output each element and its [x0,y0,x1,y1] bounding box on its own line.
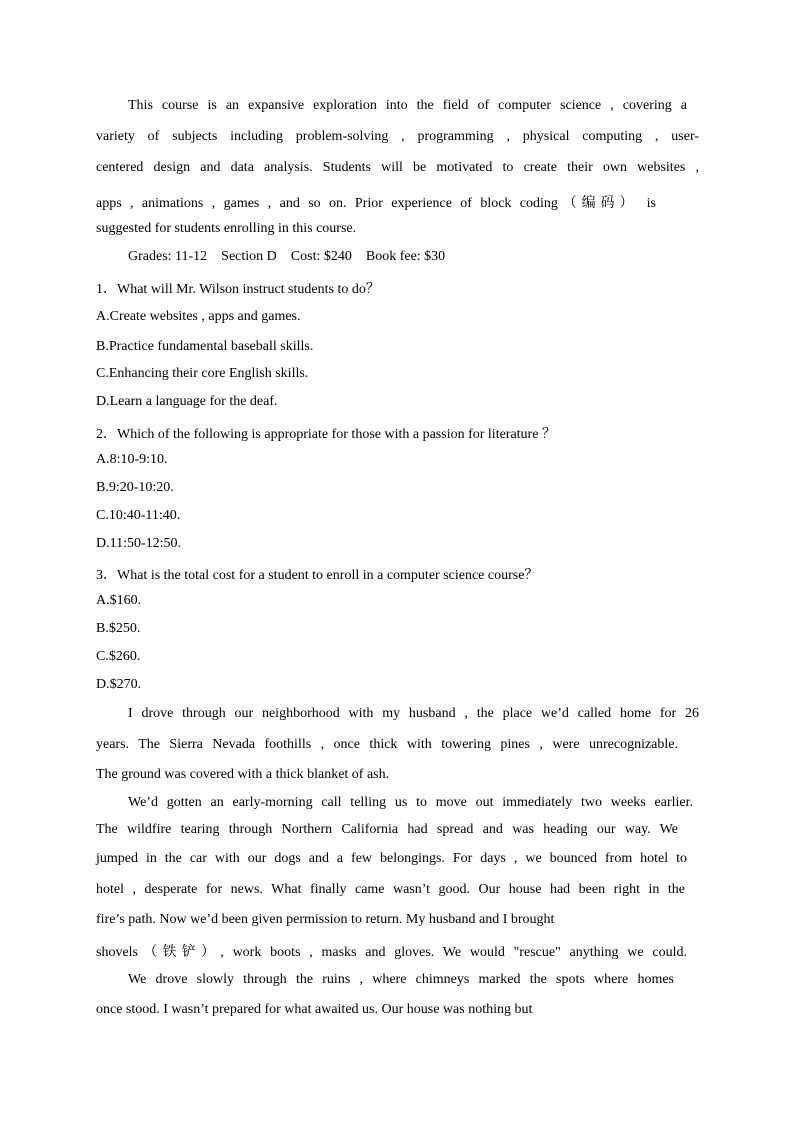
question-stem: 3．What is the total cost for a student to enroll in a computer science course？ [96,568,539,583]
passage-line: years. The Sierra Nevada foothills , once thick with towering pines , were unrecognizable. [96,737,678,752]
passage-line: shovels（铁铲）, work boots , masks and gloves. We would "rescue" anything we could. [96,945,687,960]
passage-line: The wildfire tearing through Northern California had spread and was heading our way. We [96,822,678,837]
answer-option: D.Learn a language for the deaf. [96,394,278,409]
answer-option: B.9:20-10:20. [96,480,174,495]
answer-option: C.$260. [96,649,141,664]
passage-line: The ground was covered with a thick blanket of ash. [96,767,390,782]
course-desc-line: suggested for students enrolling in this course. [96,221,357,236]
answer-option: A.Create websites , apps and games. [96,309,301,324]
passage-line: We drove slowly through the ruins , where chimneys marked the spots where homes [128,972,674,987]
passage-line: jumped in the car with our dogs and a few belongings. For days , we bounced from hotel to [96,851,687,866]
answer-option: C.10:40-11:40. [96,508,181,523]
passage-line: fire’s path. Now we’d been given permission to return. My husband and I brought [96,912,555,927]
course-desc-line: This course is an expansive exploration into the field of computer science , covering a [128,98,687,113]
answer-option: A.$160. [96,593,142,608]
question-stem: 2．Which of the following is appropriate for those with a passion for literature ？ [96,427,556,442]
answer-option: C.Enhancing their core English skills. [96,366,309,381]
passage-line: hotel , desperate for news. What finally came wasn’t good. Our house had been right in the [96,882,685,897]
answer-option: A.8:10-9:10. [96,452,168,467]
course-desc-line: variety of subjects including problem-solving , programming , physical computing , user- [96,129,699,144]
passage-line: We’d gotten an early-morning call telling us to move out immediately two weeks earlier. [128,795,693,810]
answer-option: D.$270. [96,677,142,692]
course-desc-line: centered design and data analysis. Students will be motivated to create their own websites , [96,160,699,175]
answer-option: B.$250. [96,621,141,636]
course-details: Grades: 11-12 Section D Cost: $240 Book fee: $30 [128,249,446,264]
passage-line: once stood. I wasn’t prepared for what awaited us. Our house was nothing but [96,1002,533,1017]
course-desc-line: apps , animations , games , and so on. Prior experience of block coding（编码） is [96,196,656,211]
passage-line: I drove through our neighborhood with my husband , the place we’d called home for 26 [128,706,699,721]
answer-option: B.Practice fundamental baseball skills. [96,339,314,354]
answer-option: D.11:50-12:50. [96,536,182,551]
question-stem: 1．What will Mr. Wilson instruct students to do？ [96,282,380,297]
